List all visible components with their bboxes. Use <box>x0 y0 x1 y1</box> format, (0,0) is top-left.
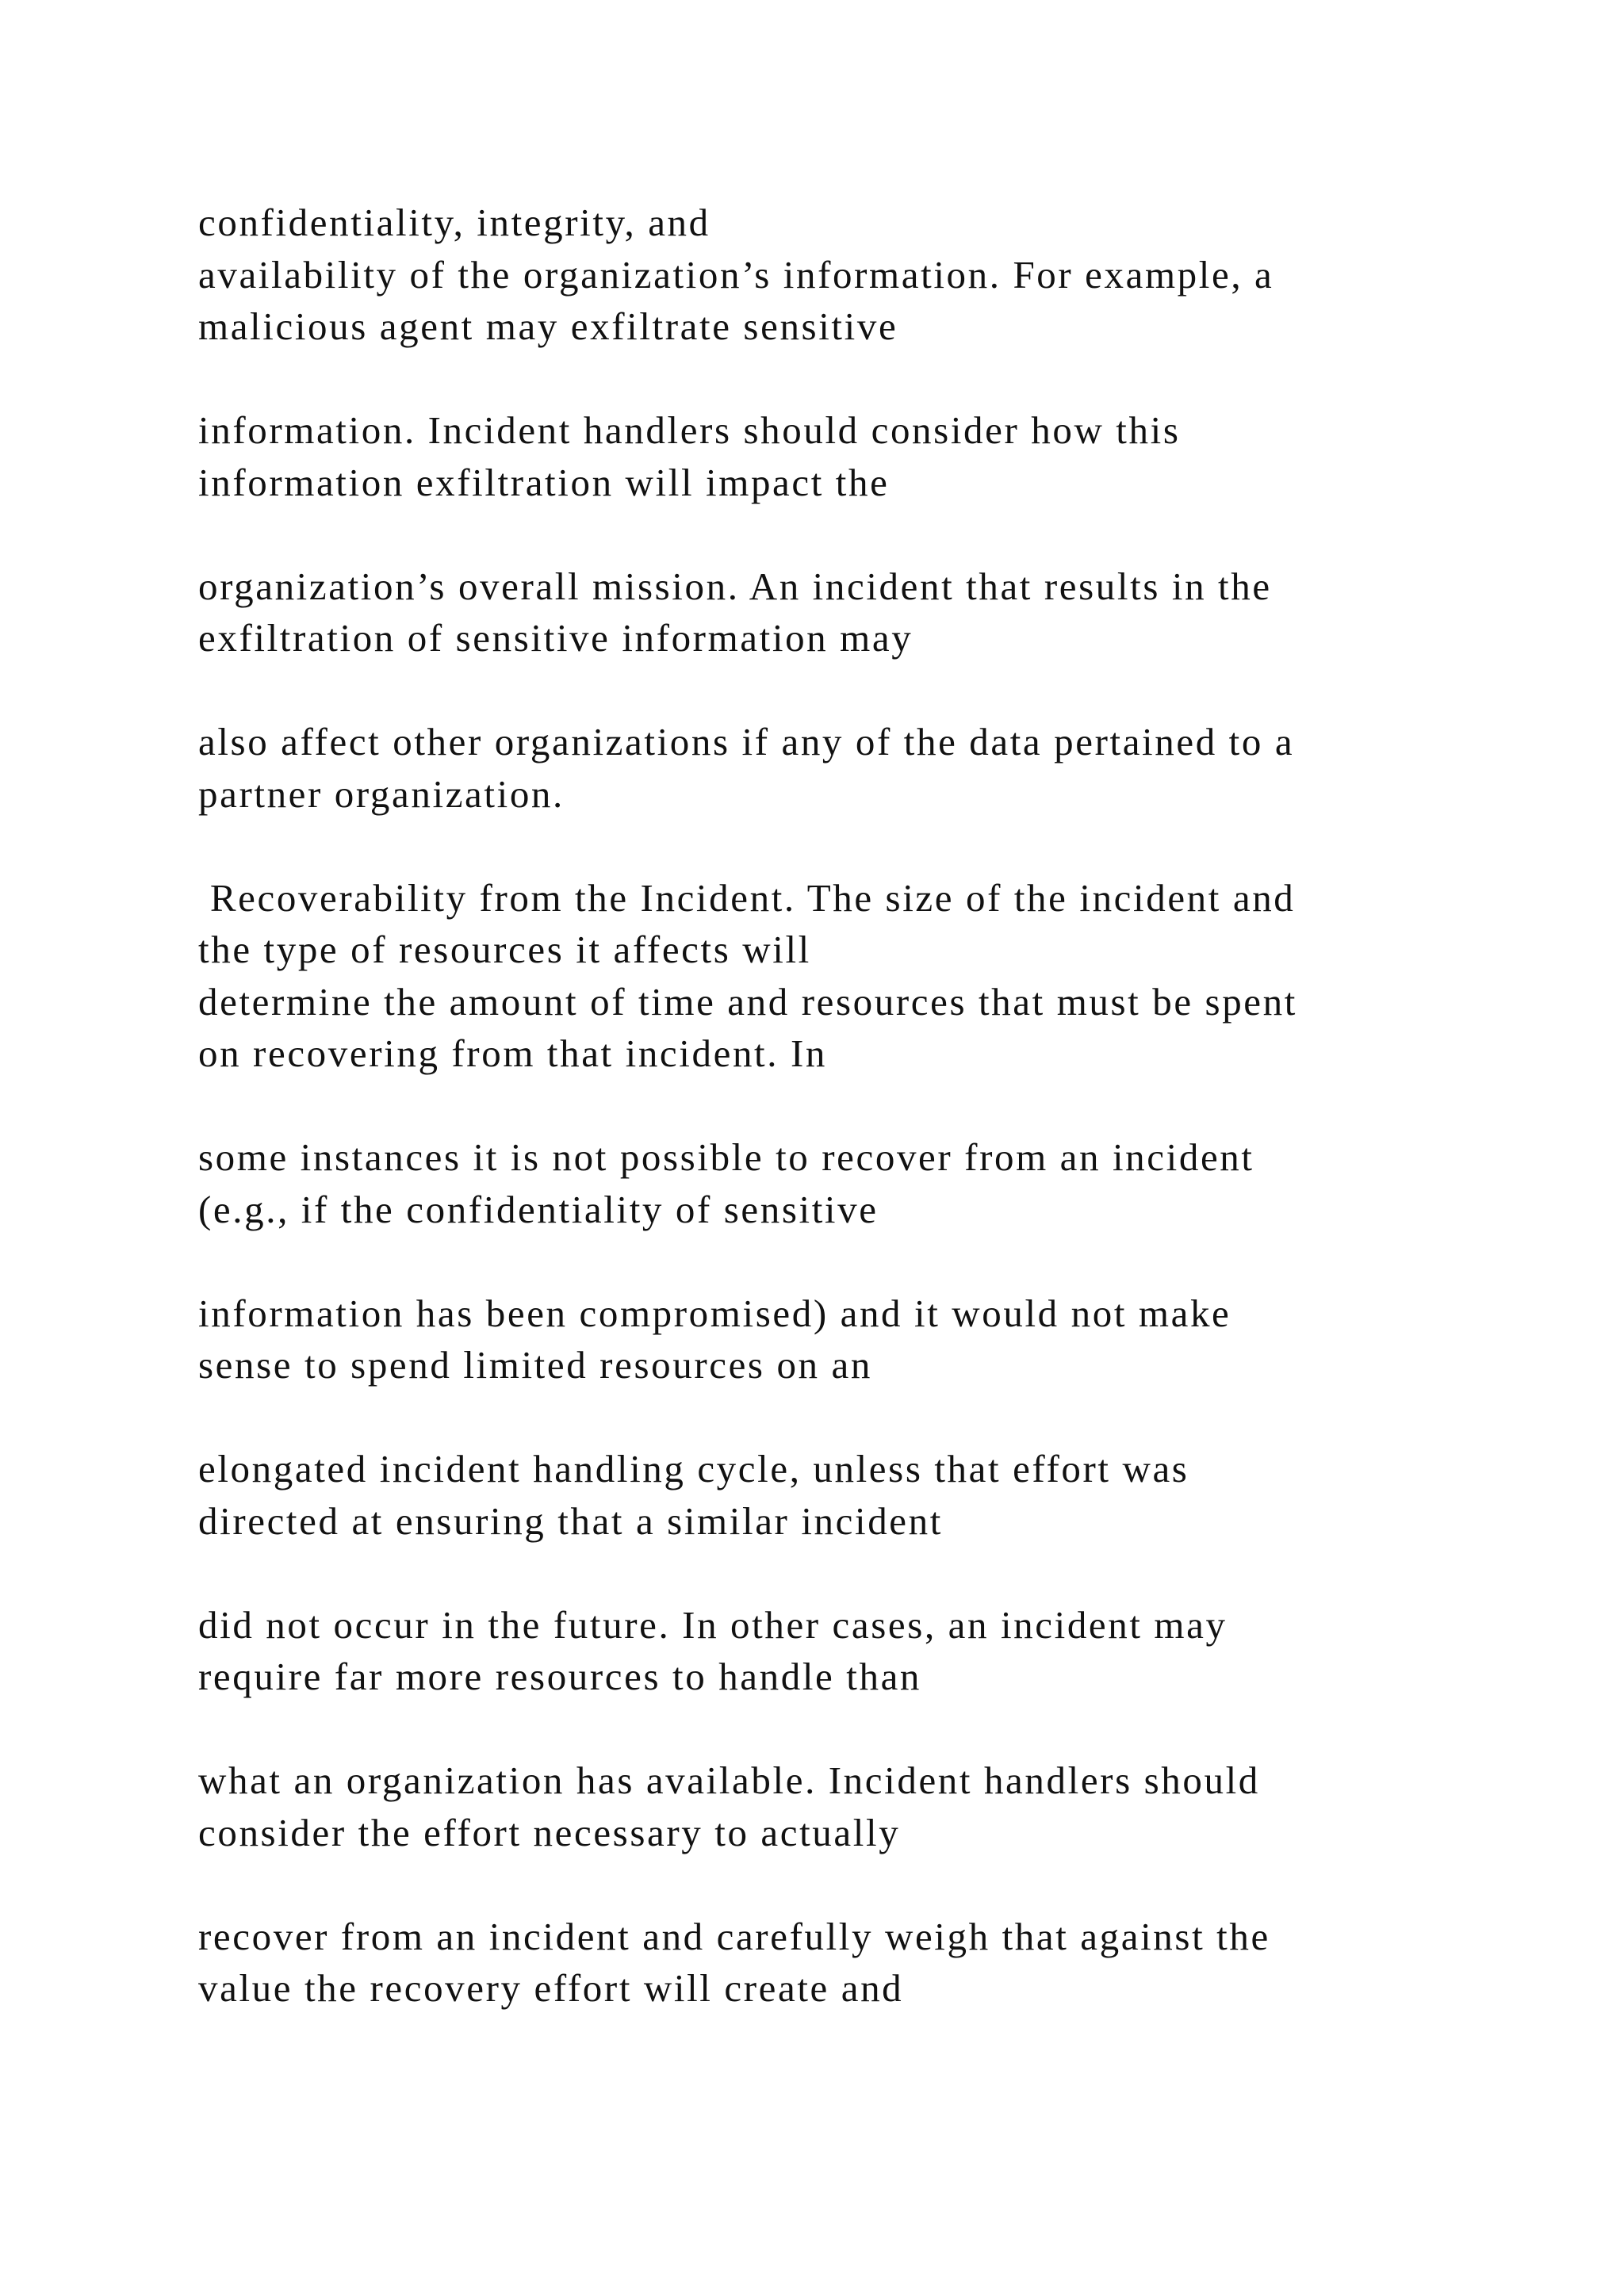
paragraph-gap <box>198 664 1546 717</box>
text-line: determine the amount of time and resources that must be spent <box>198 979 1297 1024</box>
text-line: recover from an incident and carefully weigh that against the <box>198 1914 1270 1958</box>
text-line: on recovering from that incident. In <box>198 1031 827 1075</box>
paragraph-gap <box>198 1547 1546 1599</box>
text-line: partner organization. <box>198 771 565 816</box>
paragraph-gap <box>198 508 1546 561</box>
text-line: also affect other organizations if any of the data pertained to a <box>198 720 1295 763</box>
paragraph-gap <box>198 353 1546 405</box>
paragraph-gap <box>198 1235 1546 1288</box>
text-line: exfiltration of sensitive information may <box>198 616 914 660</box>
text-line: require far more resources to handle than <box>198 1655 922 1698</box>
text-line: information has been compromised) and it would not make <box>198 1291 1231 1335</box>
text-line: directed at ensuring that a similar incident <box>198 1498 943 1543</box>
text-line: malicious agent may exfiltrate sensitive <box>198 304 898 348</box>
text-line: value the recovery effort will create and <box>198 1966 904 2010</box>
text-line: confidentiality, integrity, and <box>198 201 710 244</box>
text-line: information. Incident handlers should consider how this <box>198 408 1181 452</box>
text-line: (e.g., if the confidentiality of sensitive <box>198 1187 879 1231</box>
text-line: consider the effort necessary to actually <box>198 1810 901 1854</box>
text-line: availability of the organization’s information. For example, a <box>198 252 1274 297</box>
text-line: some instances it is not possible to recover from an incident <box>198 1135 1254 1179</box>
paragraph-gap <box>198 1391 1546 1444</box>
text-line: elongated incident handling cycle, unless that effort was <box>198 1447 1189 1490</box>
paragraph-gap <box>198 1080 1546 1132</box>
text-line: the type of resources it affects will <box>198 928 811 971</box>
paragraph-gap <box>198 1858 1546 1911</box>
body-text <box>198 197 1546 2015</box>
text-line: sense to spend limited resources on an <box>198 1343 872 1387</box>
paragraph-gap <box>198 1703 1546 1755</box>
text-line: organization’s overall mission. An incident that results in the <box>198 564 1272 608</box>
text-line: did not occur in the future. In other cases, an incident may <box>198 1602 1228 1647</box>
bullet-text-line: Recoverability from the Incident. The size of the incident and <box>198 875 1296 920</box>
text-line: what an organization has available. Incident handlers should <box>198 1758 1260 1802</box>
text-line: information exfiltration will impact the <box>198 460 890 504</box>
paragraph-gap <box>198 820 1546 872</box>
